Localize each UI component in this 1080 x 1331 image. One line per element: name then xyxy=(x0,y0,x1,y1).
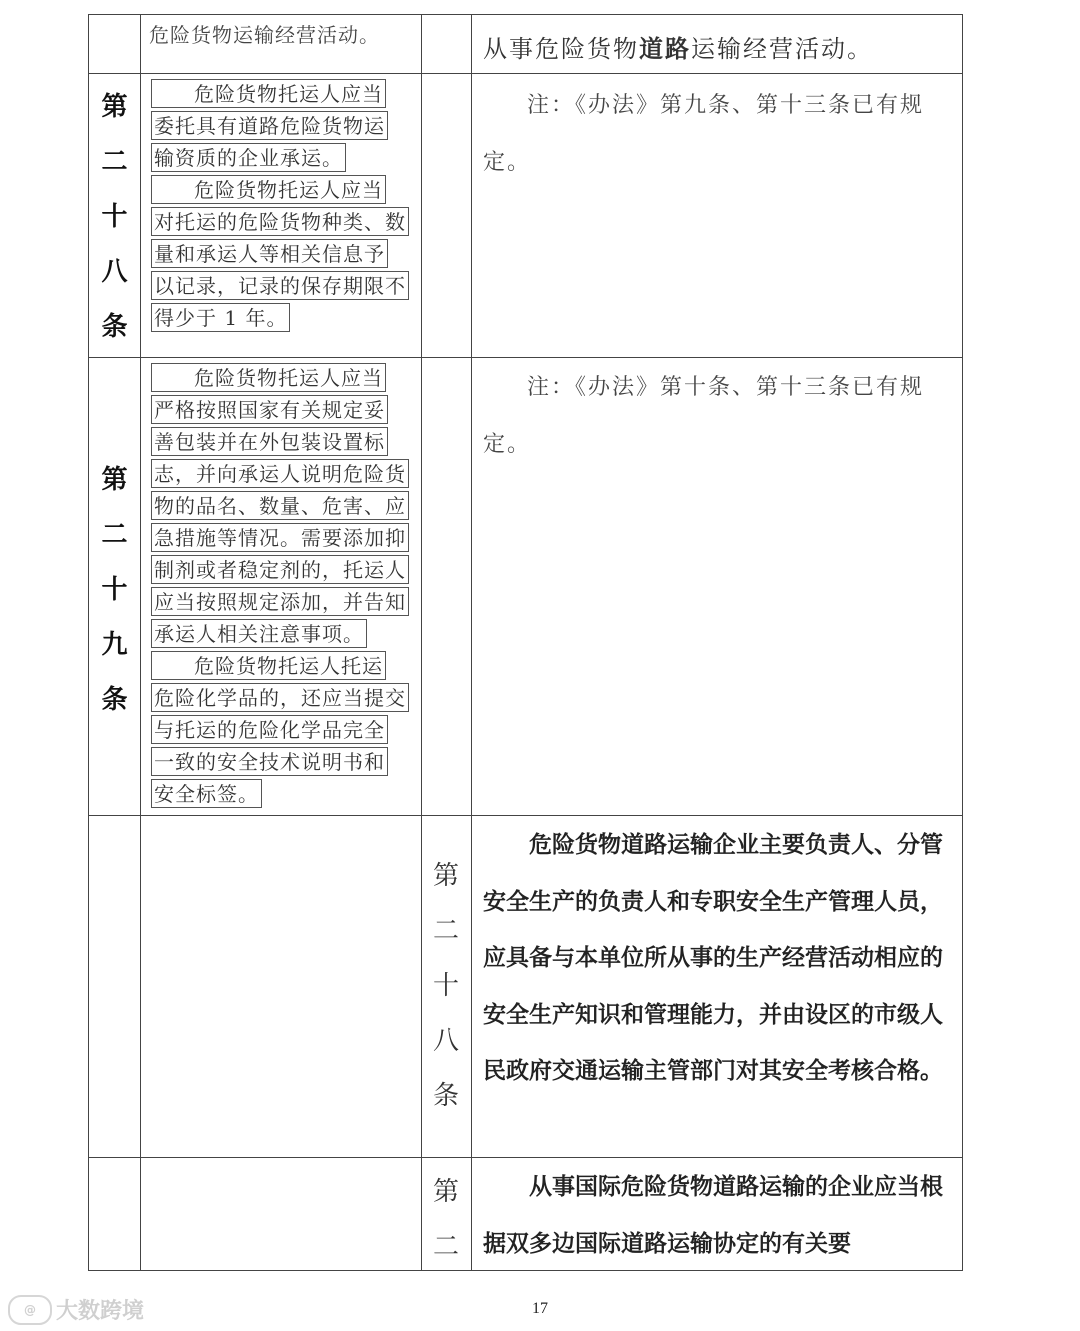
article-28-new-label: 第 二 十 八 条 xyxy=(432,860,459,1111)
comparison-table xyxy=(88,14,963,1271)
text-line: 以记录，记录的保存期限不 xyxy=(151,271,409,300)
text-line: 量和承运人等相关信息予 xyxy=(151,239,388,268)
article-29-note: 注：《办法》第十条、第十三条已有规定。 xyxy=(483,375,925,457)
article-28-old-text xyxy=(151,79,419,332)
text-line: 与托运的危险化学品完全 xyxy=(151,715,388,744)
row-divider xyxy=(89,73,962,74)
text-line: 一致的安全技术说明书和 xyxy=(151,747,388,776)
text-line: 危险货物托运人应当 xyxy=(151,175,386,204)
article-29-new-label: 第 二 xyxy=(432,1177,459,1262)
text-line: 得少于 1 年。 xyxy=(151,303,290,332)
column-divider xyxy=(471,15,472,1270)
text-line: 制剂或者稳定剂的，托运人 xyxy=(151,555,409,584)
top-row-right-text: 从事危险货物道路运输经营活动。 xyxy=(483,35,873,63)
watermark-text: 大数跨境 xyxy=(56,1299,145,1324)
text-line: 安全标签。 xyxy=(151,779,262,808)
text-line: 危险化学品的，还应当提交 xyxy=(151,683,409,712)
text-line: 承运人相关注意事项。 xyxy=(151,619,367,648)
text-line: 物的品名、数量、危害、应 xyxy=(151,491,409,520)
row-divider xyxy=(89,815,962,816)
page-number: 17 xyxy=(532,1300,548,1317)
text-line: 危险货物托运人应当 xyxy=(151,363,386,392)
top-row-left-text: 危险货物运输经营活动。 xyxy=(149,23,380,47)
article-28-new-text: 危险货物道路运输企业主要负责人、分管安全生产的负责人和专职安全生产管理人员，应具备与本单位所从事的生产经营活动相应的安全生产知识和管理能力，并由设区的市级人民政府交通运输主管部门对其安全考核合格。 xyxy=(483,832,943,1084)
text-line: 对托运的危险货物种类、数 xyxy=(151,207,409,236)
article-29-old-label: 第 二 十 九 条 xyxy=(101,464,128,715)
watermark-logo-icon: @ xyxy=(8,1295,52,1325)
row-divider xyxy=(89,357,962,358)
article-28-old-label: 第 二 十 八 条 xyxy=(101,91,128,342)
text-line: 危险货物托运人应当 xyxy=(151,79,386,108)
text-line: 危险货物托运人托运 xyxy=(151,651,386,680)
article-29-new-text: 从事国际危险货物道路运输的企业应当根据双多边国际道路运输协定的有关要 xyxy=(483,1174,943,1257)
column-divider xyxy=(140,15,141,1270)
text-line: 严格按照国家有关规定妥 xyxy=(151,395,388,424)
text-line: 急措施等情况。需要添加抑 xyxy=(151,523,409,552)
article-28-note: 注：《办法》第九条、第十三条已有规定。 xyxy=(483,93,925,175)
row-divider xyxy=(89,1157,962,1158)
article-29-old-text xyxy=(151,363,419,808)
text-line: 应当按照规定添加，并告知 xyxy=(151,587,409,616)
text-line: 志，并向承运人说明危险货 xyxy=(151,459,409,488)
text-line: 善包装并在外包装设置标 xyxy=(151,427,388,456)
text-line: 输资质的企业承运。 xyxy=(151,143,346,172)
text-line: 委托具有道路危险货物运 xyxy=(151,111,388,140)
